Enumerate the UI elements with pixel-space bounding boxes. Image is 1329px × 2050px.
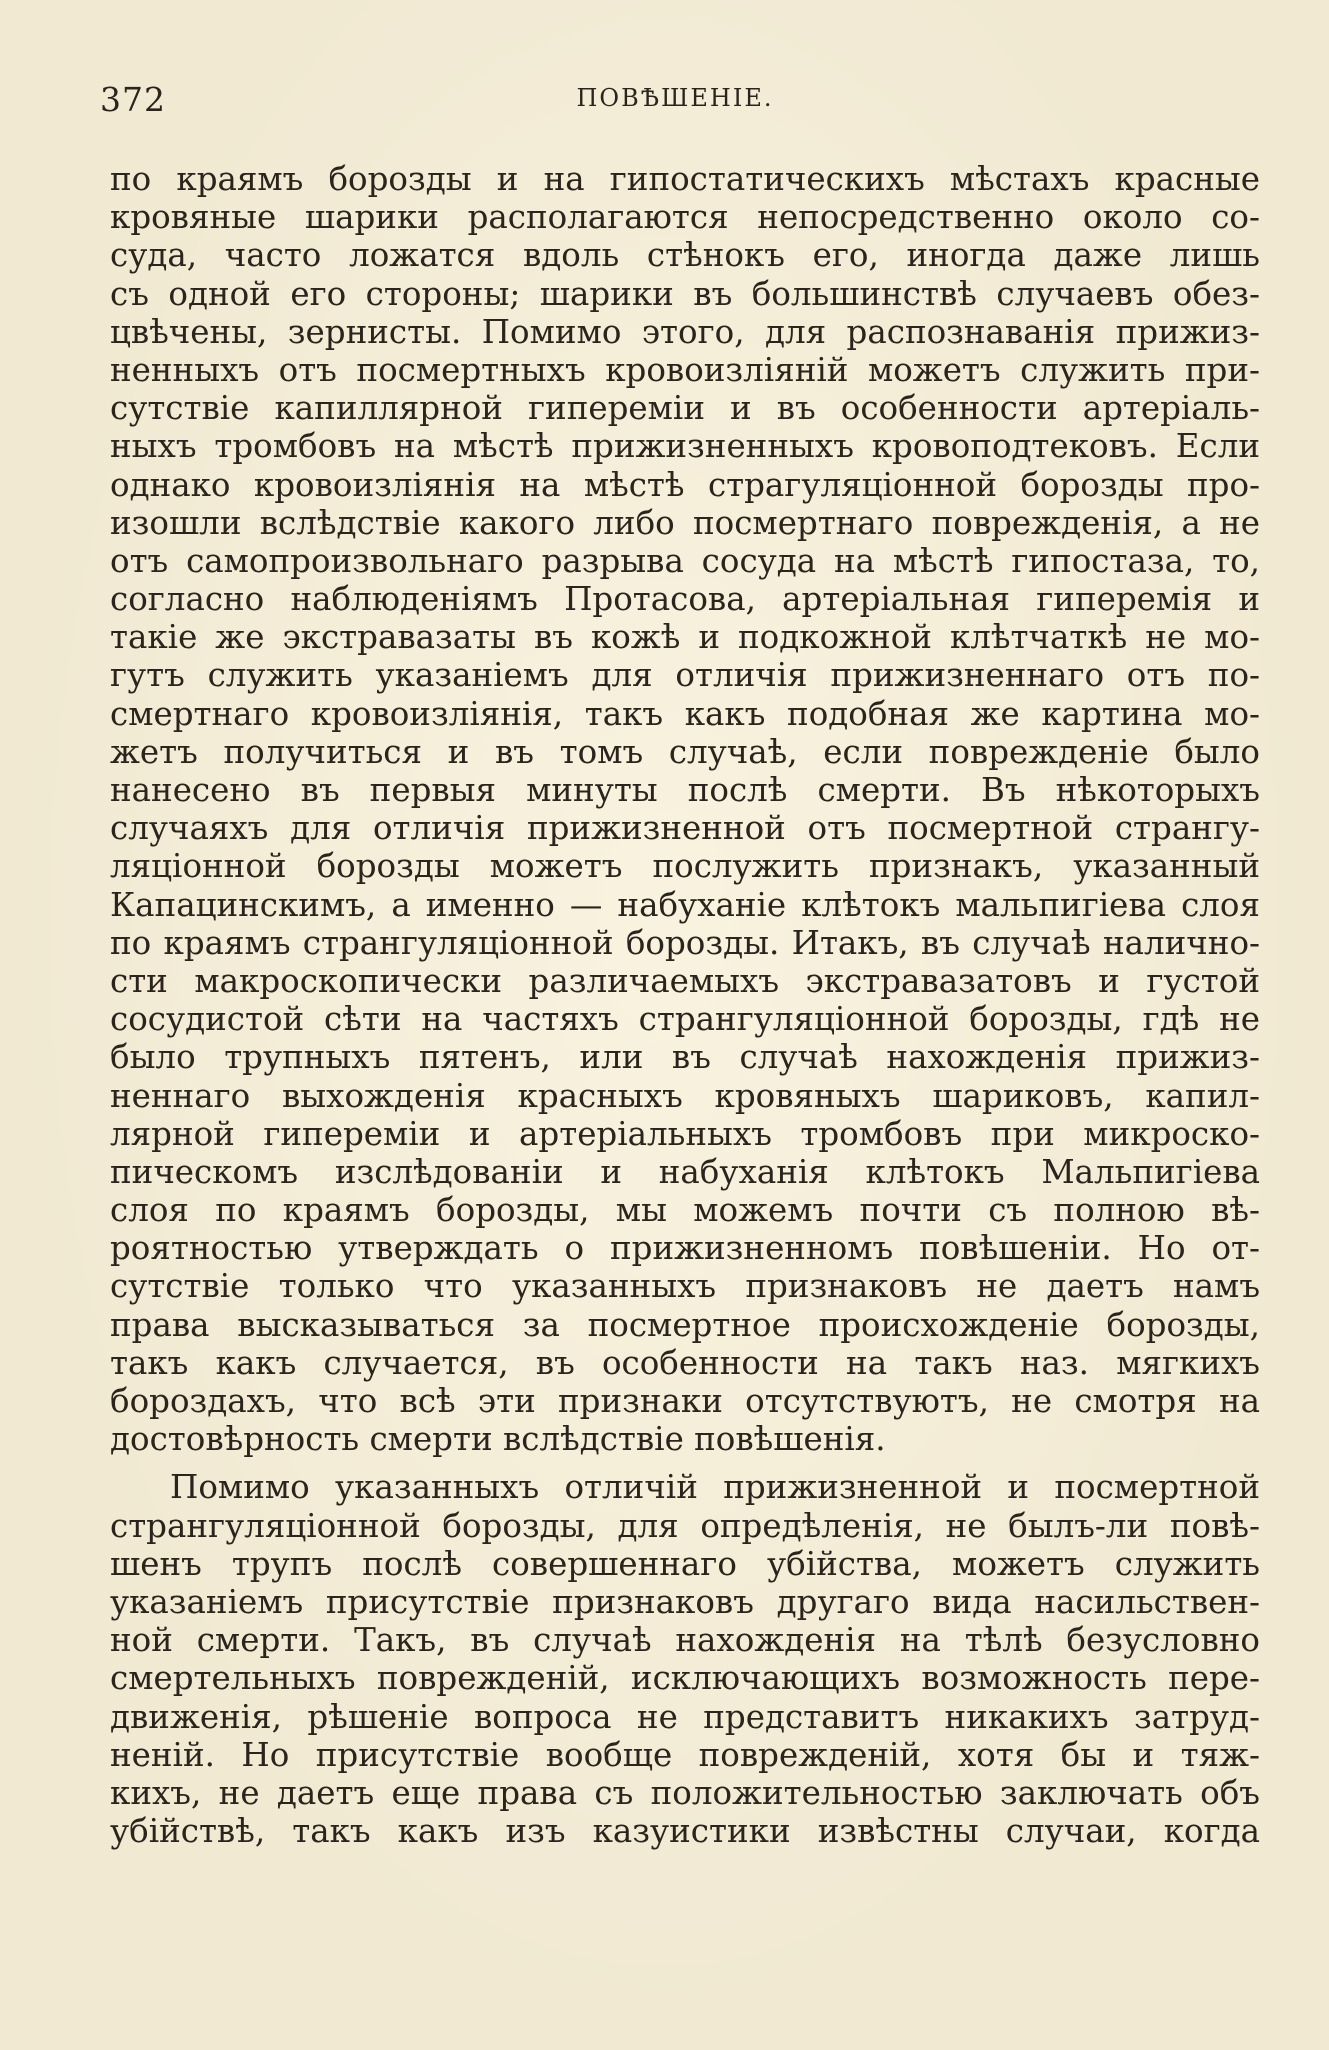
text-line: движенія, рѣшеніе вопроса не представитъ никакихъ затруд-	[110, 1697, 1260, 1736]
paragraph	[110, 160, 1260, 1458]
text-line: слоя по краямъ борозды, мы можемъ почти съ полною вѣ-	[110, 1191, 1260, 1230]
text-line: роятностью утверждать о прижизненномъ повѣшеніи. Но от-	[110, 1229, 1260, 1268]
text-line: пическомъ изслѣдованіи и набуханія клѣтокъ Мальпигіева	[110, 1152, 1260, 1191]
text-line: съ одной его стороны; шарики въ большинствѣ случаевъ обез-	[110, 274, 1260, 313]
text-line: странгуляціонной борозды, для опредѣленія, не былъ-ли повѣ-	[110, 1506, 1260, 1545]
text-line: ныхъ тромбовъ на мѣстѣ прижизненныхъ кровоподтековъ. Если	[110, 427, 1260, 466]
text-line: кихъ, не даетъ еще права съ положительностью заключать объ	[110, 1773, 1260, 1812]
text-line: указаніемъ присутствіе признаковъ другаго вида насильствен-	[110, 1582, 1260, 1621]
text-line: сутствіе капиллярной гипереміи и въ особенности артеріаль-	[110, 389, 1260, 428]
text-line: шенъ трупъ послѣ совершеннаго убійства, можетъ служить	[110, 1544, 1260, 1583]
text-line: было трупныхъ пятенъ, или въ случаѣ нахожденія прижиз-	[110, 1038, 1260, 1077]
text-line: по краямъ странгуляціонной борозды. Итакъ, въ случаѣ налично-	[110, 923, 1260, 962]
text-line: смертнаго кровоизліянія, такъ какъ подобная же картина мо-	[110, 694, 1260, 733]
text-line: бороздахъ, что всѣ эти признаки отсутствуютъ, не смотря на	[110, 1382, 1260, 1420]
text-line: нанесено въ первыя минуты послѣ смерти. Въ нѣкоторыхъ	[110, 771, 1260, 809]
text-line: кровяные шарики располагаются непосредственно около со-	[110, 198, 1260, 237]
text-line: ной смерти. Такъ, въ случаѣ нахожденія на тѣлѣ безусловно	[110, 1621, 1260, 1660]
text-line: сосудистой сѣти на частяхъ странгуляціонной борозды, гдѣ не	[110, 1000, 1260, 1039]
page-header	[100, 80, 1250, 120]
text-line: ненныхъ отъ посмертныхъ кровоизліяній можетъ служить при-	[110, 350, 1260, 389]
text-line: согласно наблюденіямъ Протасова, артеріальная гиперемія и	[110, 580, 1260, 619]
text-line: жетъ получиться и въ томъ случаѣ, если поврежденіе было	[110, 732, 1260, 771]
text-line: сутствіе только что указанныхъ признаковъ не даетъ намъ	[110, 1267, 1260, 1306]
text-line: такъ какъ случается, въ особенности на такъ наз. мягкихъ	[110, 1343, 1260, 1382]
text-line: ляціонной борозды можетъ послужить признакъ, указанный	[110, 847, 1260, 886]
text-line: отъ самопроизвольнаго разрыва сосуда на мѣстѣ гипостаза, то,	[110, 541, 1260, 580]
text-line: такіе же экстравазаты въ кожѣ и подкожной клѣтчаткѣ не мо-	[110, 618, 1260, 657]
paragraph	[110, 1468, 1260, 1850]
paragraph-gap	[110, 1458, 1260, 1468]
text-line: достовѣрность смерти вслѣдствіе повѣшенія.	[110, 1420, 886, 1459]
text-line: лярной гипереміи и артеріальныхъ тромбовъ при микроско-	[110, 1114, 1260, 1153]
text-line: убійствѣ, такъ какъ изъ казуистики извѣстны случаи, когда	[110, 1812, 1260, 1851]
body-text	[110, 160, 1260, 1850]
running-title: ПОВѢШЕНІЕ.	[576, 84, 774, 112]
text-line: случаяхъ для отличія прижизненной отъ посмертной странгу-	[110, 809, 1260, 848]
text-line: изошли вслѣдствіе какого либо посмертнаго поврежденія, а не	[110, 503, 1260, 542]
text-line: по краямъ борозды и на гипостатическихъ мѣстахъ красные	[110, 160, 1260, 198]
text-line: сти макроскопически различаемыхъ экстравазатовъ и густой	[110, 961, 1260, 1000]
text-line: однако кровоизліянія на мѣстѣ страгуляціонной борозды про-	[110, 465, 1260, 504]
text-line: неннаго выхожденія красныхъ кровяныхъ шариковъ, капил-	[110, 1076, 1260, 1115]
text-line: цвѣчены, зернисты. Помимо этого, для распознаванія прижиз-	[110, 312, 1260, 351]
text-line: права высказываться за посмертное происхожденіе борозды,	[110, 1305, 1260, 1344]
page-number: 372	[100, 80, 166, 119]
text-line: смертельныхъ поврежденій, исключающихъ возможность пере-	[110, 1659, 1260, 1698]
text-line: Помимо указанныхъ отличій прижизненной и посмертной	[170, 1468, 1260, 1507]
text-line: гутъ служить указаніемъ для отличія прижизненнаго отъ по-	[110, 656, 1260, 695]
text-line: Капацинскимъ, а именно — набуханіе клѣтокъ мальпигіева слоя	[110, 885, 1260, 924]
text-line: неній. Но присутствіе вообще поврежденій, хотя бы и тяж-	[110, 1735, 1260, 1774]
text-line: суда, часто ложатся вдоль стѣнокъ его, иногда даже лишь	[110, 236, 1260, 275]
